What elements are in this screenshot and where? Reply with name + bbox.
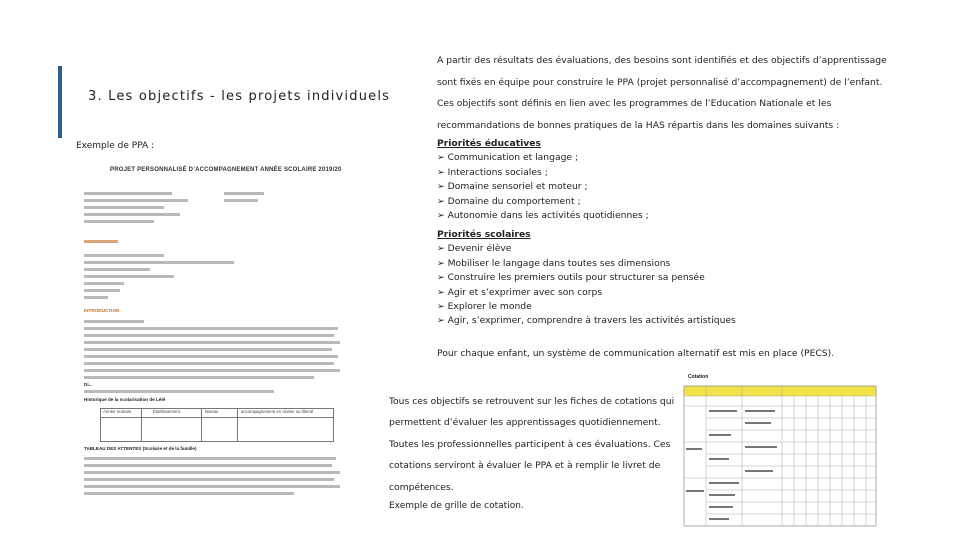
grid-drawing (682, 372, 878, 530)
priorites-educatives-title: Priorités éducatives (437, 138, 541, 149)
list-item: ➢ Domaine du comportement ; (437, 195, 581, 207)
grid-title: Cotation (688, 374, 709, 380)
ppa-doc-title: PROJET PERSONNALISÉ D’ACCOMPAGNEMENT ANNÉE SCOLAIRE 2019/20 (110, 167, 342, 173)
ppa-table-header: Niveau (205, 409, 219, 414)
list-item: ➢ Construire les premiers outils pour structurer sa pensée (437, 272, 705, 284)
ppa-historique-heading: Historique de la scolarisation de Lété (84, 397, 166, 402)
list-item: ➢ Autonomie dans les activités quotidiennes ; (437, 210, 649, 222)
list-item: ➢ Devenir élève (437, 243, 512, 255)
cotation-line-1: Tous ces objectifs se retrouvent sur les fiches de cotations qui (389, 396, 675, 407)
cotation-line-4: cotations serviront à évaluer le PPA et à remplir le livret de (389, 460, 661, 471)
list-item: ➢ Agir, s’exprimer, comprendre à travers les activités artistiques (437, 315, 736, 327)
grille-example-label: Exemple de grille de cotation. (389, 501, 524, 511)
cotation-grid-thumbnail (682, 372, 878, 530)
cotation-line-5: compétences. (389, 482, 454, 493)
list-item: ➢ Explorer le monde (437, 301, 532, 313)
priorites-scolaires (437, 228, 736, 329)
cotation-line-3: Toutes les professionnelles participent à ces évaluations. Ces (389, 439, 671, 450)
ppa-example-label: Exemple de PPA : (76, 141, 155, 151)
ppa-attentes-heading: TABLEAU DES ATTENTES (Scolaire et de la famille) (84, 446, 197, 451)
intro-line-1: A partir des résultats des évaluations, des besoins sont identifiés et des objectifs d’apprentissage (437, 55, 887, 66)
ppa-table-header: accompagnement en classe ou liberal (241, 409, 314, 414)
priorites-educatives (437, 137, 649, 223)
list-item: ➢ Mobiliser le langage dans toutes ses dimensions (437, 257, 671, 269)
list-item: ➢ Communication et langage ; (437, 152, 579, 164)
ppa-table (100, 408, 334, 442)
ppa-intro-heading: INTRODUCTION (84, 308, 120, 313)
intro-line-3: Ces objectifs sont définis en lien avec les programmes de l’Education Nationale et les (437, 98, 832, 109)
intro-line-2: sont fixés en équipe pour construire le PPA (projet personnalisé d’accompagnement) de l’enfant. (437, 77, 883, 88)
ppa-table-header: Année scolaire (103, 409, 132, 414)
list-item: ➢ Domaine sensoriel et moteur ; (437, 181, 588, 193)
ppa-di-heading: Di... (84, 382, 93, 387)
cotation-line-2: permettent d’évaluer les apprentissages quotidiennement. (389, 417, 661, 428)
ppa-table-header: Établissement (153, 409, 180, 414)
ppa-document-thumbnail (80, 162, 350, 502)
intro-line-4: recommandations de bonnes pratiques de la HAS répartis dans les domaines suivants : (437, 120, 840, 131)
list-item: ➢ Interactions sociales ; (437, 166, 548, 178)
accent-bar (58, 66, 62, 138)
pecs-text: Pour chaque enfant, un système de communication alternatif est mis en place (PECS). (437, 348, 835, 359)
list-item: ➢ Agir et s’exprimer avec son corps (437, 286, 603, 298)
section-title: 3. Les objectifs - les projets individuels (88, 89, 391, 104)
priorites-scolaires-title: Priorités scolaires (437, 229, 531, 240)
